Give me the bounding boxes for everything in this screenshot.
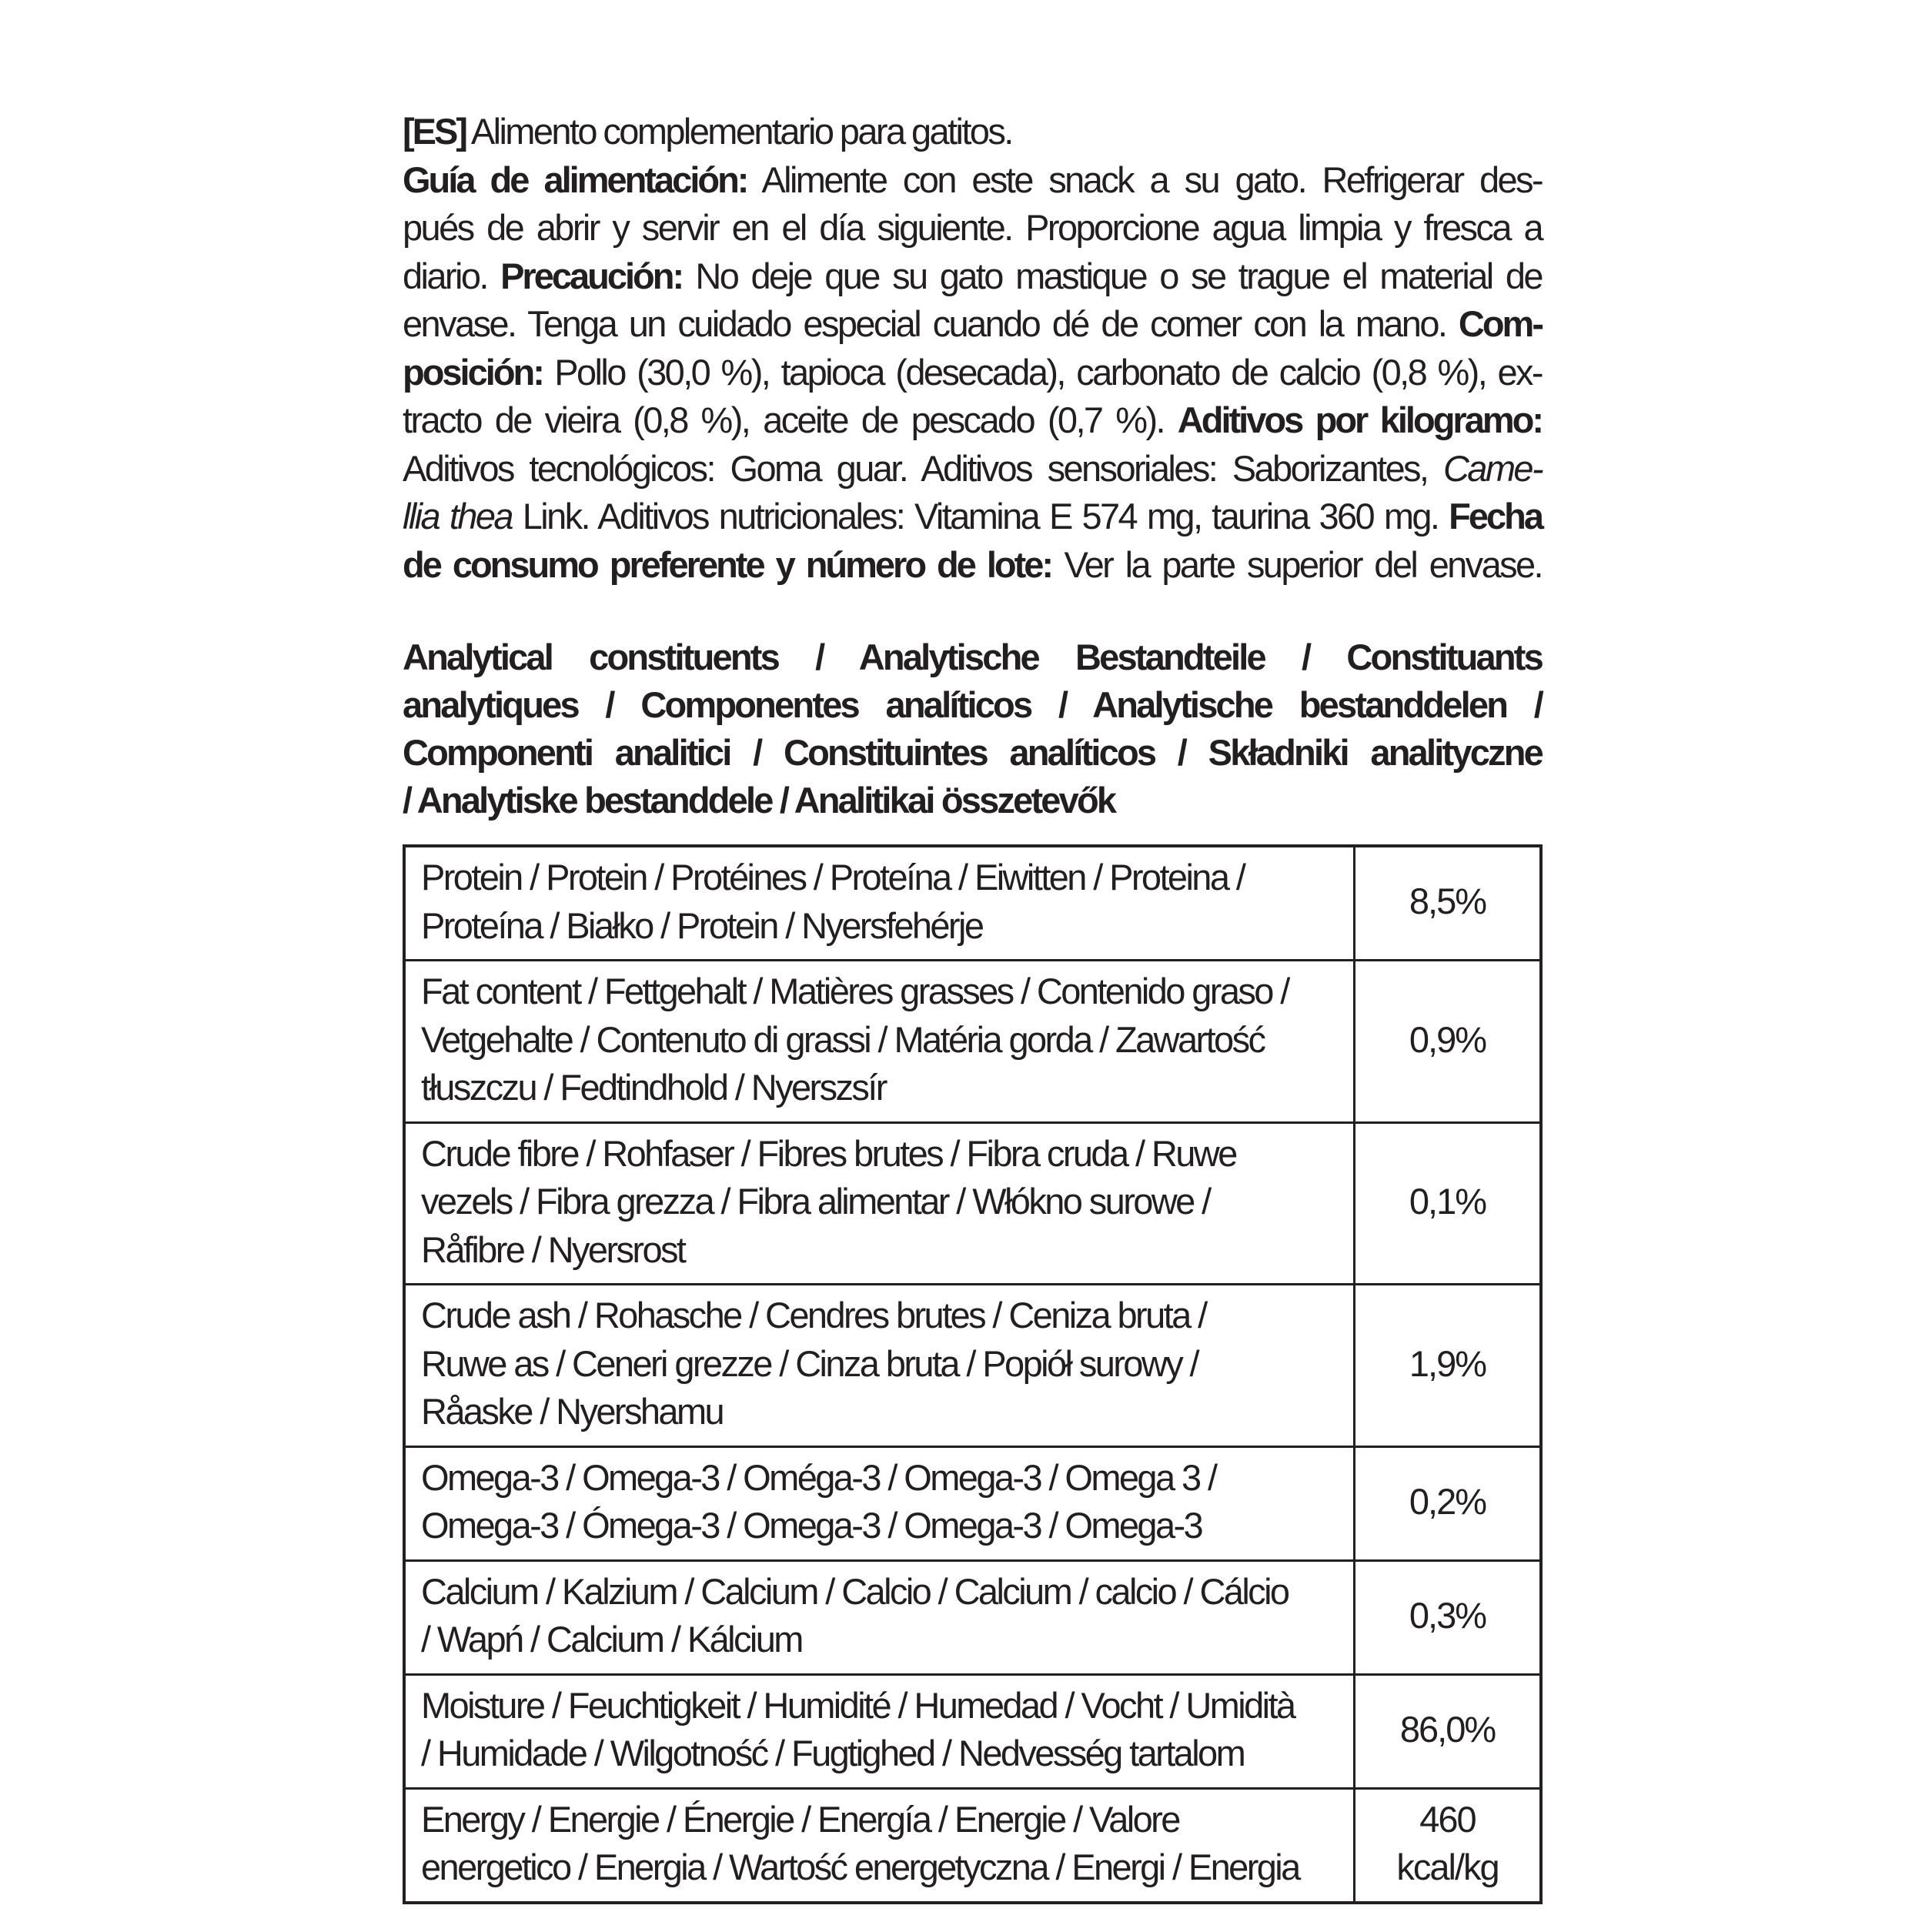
additives-text: Link. Aditivos nutricionales: Vitamina E 574 mg, taurina 360 mg. — [511, 496, 1449, 536]
precaution-text: No deje que su gato mastique o se trague el material de — [682, 255, 1542, 296]
es-line-8 — [403, 445, 1542, 493]
feeding-guide-label: Guía de alimentación: — [403, 159, 747, 200]
constituent-name — [404, 1446, 1355, 1560]
constituent-name — [404, 1674, 1355, 1788]
es-line-10 — [403, 541, 1542, 590]
constituent-value: 1,9% — [1355, 1285, 1542, 1447]
constituent-name-line: / Humidade / Wilgotność / Fugtighed / Nedvesség tartalom — [421, 1733, 1245, 1773]
constituent-value: 86,0% — [1355, 1674, 1542, 1788]
energy-value-unit: kcal/kg — [1396, 1847, 1499, 1887]
best-before-label: Fecha — [1449, 496, 1542, 536]
constituent-name-line: Crude ash / Rohasche / Cendres brutes / Ceniza bruta / — [421, 1295, 1206, 1335]
composition-label: posición: — [403, 351, 543, 393]
es-line-5 — [403, 300, 1542, 349]
product-label — [403, 108, 1542, 1904]
language-tag: [ES] — [403, 111, 466, 152]
constituent-name-line: Vetgehalte / Contenuto di grassi / Matéria gorda / Zawartość — [421, 1018, 1265, 1060]
constituent-name-line: energetico / Energia / Wartość energetyczna / Energi / Energia — [421, 1847, 1299, 1887]
composition-text: tracto de vieira (0,8 %), aceite de pescado (0,7 %). — [403, 399, 1178, 440]
table-row — [404, 961, 1541, 1123]
constituent-name-line: Ruwe as / Ceneri grezze / Cinza bruta / Popiół surowy / — [421, 1342, 1198, 1384]
constituent-value: 0,2% — [1355, 1446, 1542, 1560]
constituent-name — [404, 1560, 1355, 1674]
table-row — [404, 1122, 1541, 1285]
constituent-name-line: Råaske / Nyershamu — [421, 1391, 724, 1432]
table-row — [404, 1788, 1541, 1903]
best-before-label: de consumo preferente y número de lote: — [403, 543, 1052, 585]
constituent-name — [404, 1788, 1355, 1903]
es-line-1 — [403, 108, 1542, 156]
es-line-2 — [403, 156, 1542, 205]
spanish-description — [403, 108, 1542, 589]
heading-line: Componenti analitici / Constituintes analíticos / Składniki analityczne — [403, 732, 1542, 773]
table-row — [404, 1560, 1541, 1674]
constituent-name-line: Omega-3 / Omega-3 / Oméga-3 / Omega-3 / Omega 3 / — [421, 1456, 1216, 1498]
feeding-guide-text: pués de abrir y servir en el día siguiente. Proporcione agua limpia y fresca a — [403, 207, 1542, 248]
constituent-name-line: Protein / Protein / Protéines / Proteína / Eiwitten / Proteina / — [421, 857, 1245, 897]
feeding-guide-text: diario. — [403, 255, 501, 296]
best-before-text: Ver la parte superior del envase. — [1051, 543, 1543, 585]
constituent-value: 8,5% — [1355, 846, 1542, 961]
constituent-name-line: Energy / Energie / Énergie / Energía / Energie / Valore — [421, 1798, 1179, 1840]
es-line-7 — [403, 396, 1542, 445]
constituent-name-line: Omega-3 / Ómega-3 / Omega-3 / Omega-3 / Omega-3 — [421, 1505, 1202, 1546]
additives-text: Aditivos tecnológicos: Goma guar. Aditivos sensoriales: Saborizantes, — [403, 447, 1443, 489]
heading-line: analytiques / Componentes analíticos / Analytische bestanddelen / — [403, 684, 1542, 725]
precaution-label: Precaución: — [500, 255, 683, 296]
constituent-name-line: / Wapń / Calcium / Kálcium — [421, 1619, 802, 1660]
constituent-name-line: Crude fibre / Rohfaser / Fibres brutes / Fibra cruda / Ruwe — [421, 1132, 1236, 1174]
energy-value-number: 460 — [1419, 1798, 1476, 1840]
es-line-4 — [403, 252, 1542, 301]
analytical-constituents-heading — [403, 633, 1542, 824]
table-row — [404, 846, 1541, 961]
constituent-name — [404, 1285, 1355, 1447]
constituent-value: 0,1% — [1355, 1122, 1542, 1285]
constituent-value: 0,9% — [1355, 961, 1542, 1123]
product-intro: Alimento complementario para gatitos. — [466, 111, 1012, 152]
es-line-3 — [403, 204, 1542, 252]
composition-label: Com- — [1458, 303, 1542, 344]
table-row — [404, 1446, 1541, 1560]
feeding-guide-text: Alimente con este snack a su gato. Refrigerar des- — [747, 159, 1542, 200]
constituent-name-line: Moisture / Feuchtigkeit / Humidité / Humedad / Vocht / Umidità — [421, 1684, 1295, 1726]
constituent-name-line: Proteína / Białko / Protein / Nyersfehérje — [421, 904, 983, 946]
constituent-value: 0,3% — [1355, 1560, 1542, 1674]
constituent-value — [1355, 1788, 1542, 1903]
constituent-name-line: vezels / Fibra grezza / Fibra alimentar / Włókno surowe / — [421, 1181, 1210, 1222]
constituent-name-line: Fat content / Fettgehalt / Matières grasses / Contenido graso / — [421, 971, 1289, 1011]
heading-line: / Analytiske bestanddele / Analitikai összetevők — [403, 780, 1115, 821]
constituent-name — [404, 846, 1355, 961]
additives-label: Aditivos por kilogramo: — [1177, 399, 1542, 440]
table-row — [404, 1285, 1541, 1447]
constituent-name-line: tłuszczu / Fedtindhold / Nyerszsír — [421, 1067, 886, 1108]
constituent-name-line: Calcium / Kalzium / Calcium / Calcio / Calcium / calcio / Cálcio — [421, 1570, 1289, 1612]
heading-line: Analytical constituents / Analytische Bestandteile / Constituants — [403, 637, 1542, 677]
precaution-text: envase. Tenga un cuidado especial cuando dé de comer con la mano. — [403, 303, 1459, 344]
composition-text: Pollo (30,0 %), tapioca (desecada), carbonato de calcio (0,8 %), ex- — [542, 351, 1542, 393]
constituent-name — [404, 961, 1355, 1123]
constituent-name-line: Råfibre / Nyersrost — [421, 1228, 685, 1270]
analytical-constituents-table — [403, 844, 1543, 1904]
constituent-name — [404, 1122, 1355, 1285]
species-name: Came- — [1442, 447, 1542, 489]
species-name: llia thea — [403, 496, 512, 536]
table-row — [404, 1674, 1541, 1788]
es-line-9 — [403, 493, 1542, 541]
es-line-6 — [403, 349, 1542, 397]
